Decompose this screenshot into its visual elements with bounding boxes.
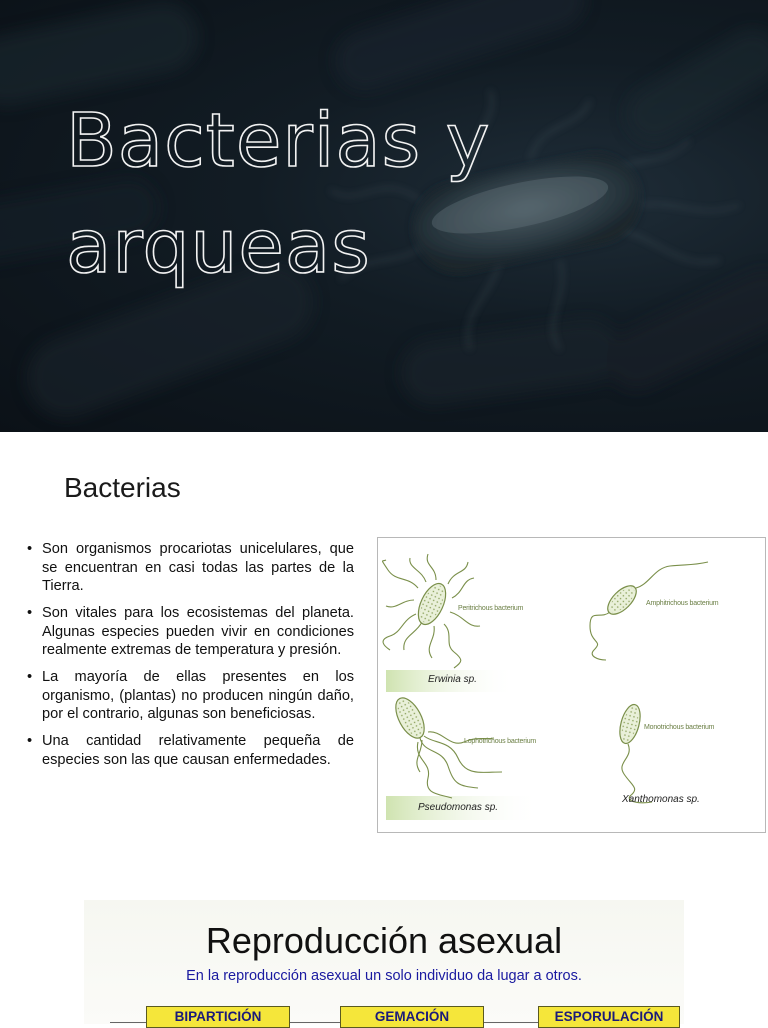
connector-line	[290, 1022, 340, 1023]
lophotrichous-label: Lophotrichous bacterium	[464, 738, 537, 745]
gemacion-box: GEMACIÓN	[340, 1006, 484, 1028]
amphitrichous-label: Amphitrichous bacterium	[646, 600, 719, 607]
flagella-types-diagram	[377, 537, 766, 833]
monotrichous-label: Monotrichous bacterium	[644, 724, 715, 731]
esporulacion-box: ESPORULACIÓN	[538, 1006, 680, 1028]
pseudomonas-species-label: Pseudomonas sp.	[418, 802, 499, 813]
peritrichous-label: Peritrichous bacterium	[458, 605, 524, 612]
bullet-item: • Son organismos procariotas unicelulares, que se encuentran en casi todas las partes de la Tierra.	[24, 540, 354, 596]
reproduction-subtitle: En la reproducción asexual un solo individuo da lugar a otros.	[186, 968, 582, 984]
reproduction-slide	[0, 864, 768, 1024]
connector-line	[110, 1022, 146, 1023]
bullet-item: • La mayoría de ellas presentes en los organismo, (plantas) no producen ningún daño, por el contrario, algunas son beneficiosas.	[24, 668, 354, 724]
bullet-item: • Son vitales para los ecosistemas del planeta. Algunas especies pueden vivir en condiciones realmente extremas de temperatura y presión.	[24, 604, 354, 660]
title-slide	[0, 0, 768, 432]
xanthomonas-species-label: Xanthomonas sp.	[622, 794, 700, 805]
bullet-list	[24, 540, 354, 778]
bullet-item: • Una cantidad relativamente pequeña de especies son las que causan enfermedades.	[24, 732, 354, 769]
bacterias-slide	[0, 432, 768, 864]
presentation-title	[66, 88, 491, 300]
title-line-2: arqueas	[66, 204, 371, 290]
biparticion-box: BIPARTICIÓN	[146, 1006, 290, 1028]
reproduction-title: Reproducción asexual	[205, 920, 563, 961]
slide-heading: Bacterias	[64, 472, 181, 503]
erwinia-species-label: Erwinia sp.	[428, 674, 477, 685]
title-line-1: Bacterias y	[66, 98, 491, 184]
connector-line	[484, 1022, 538, 1023]
